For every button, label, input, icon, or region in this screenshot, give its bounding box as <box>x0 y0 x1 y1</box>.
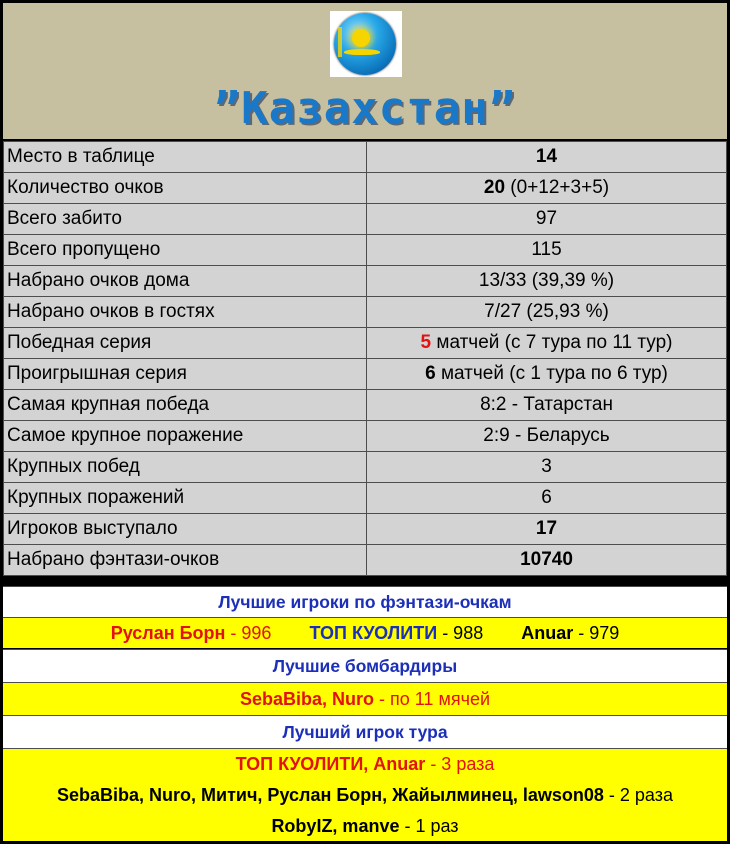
table-row <box>4 452 727 483</box>
tour-names: SebaBiba, Nuro, Митич, Руслан Борн, Жайылминец, lawson08 <box>57 785 604 805</box>
stat-label-points: Количество очков <box>4 173 367 204</box>
table-row <box>4 173 727 204</box>
points-breakdown: (0+12+3+5) <box>505 177 610 198</box>
win-streak-detail: матчей (с 7 тура по 11 тур) <box>431 332 673 353</box>
tour-heading: Лучший игрок тура <box>3 715 727 748</box>
stat-label-big-losses: Крупных поражений <box>4 483 367 514</box>
stat-value-fantasy-points: 10740 <box>367 545 727 576</box>
stat-label-big-wins: Крупных побед <box>4 452 367 483</box>
stats-table <box>3 141 727 576</box>
stat-label-win-streak: Победная серия <box>4 328 367 359</box>
stat-label-biggest-win: Самая крупная победа <box>4 390 367 421</box>
table-row <box>4 328 727 359</box>
table-row <box>4 266 727 297</box>
fantasy-player-score: - 979 <box>573 623 620 643</box>
stat-value-away-points: 7/27 (25,93 %) <box>367 297 727 328</box>
fantasy-player-score: - 988 <box>437 623 484 643</box>
stat-value-goals-for: 97 <box>367 204 727 235</box>
tour-players <box>3 748 727 841</box>
fantasy-heading: Лучшие игроки по фэнтази-очкам <box>3 586 727 617</box>
loss-streak-count: 6 <box>425 363 436 384</box>
fantasy-player-score: - 996 <box>225 623 272 643</box>
scorers-detail: - по 11 мячей <box>374 689 491 709</box>
stat-value-big-wins: 3 <box>367 452 727 483</box>
tour-line <box>3 811 727 842</box>
stat-label-goals-for: Всего забито <box>4 204 367 235</box>
stat-value-win-streak <box>367 328 727 359</box>
table-row <box>4 514 727 545</box>
stat-value-home-points: 13/33 (39,39 %) <box>367 266 727 297</box>
stat-label-place: Место в таблице <box>4 142 367 173</box>
stat-value-big-losses: 6 <box>367 483 727 514</box>
stat-value-biggest-loss: 2:9 - Беларусь <box>367 421 727 452</box>
stat-value-players-used: 17 <box>367 514 727 545</box>
tour-names: RobyIZ, manve <box>271 816 400 836</box>
table-row <box>4 359 727 390</box>
table-row <box>4 421 727 452</box>
stat-value-points <box>367 173 727 204</box>
fantasy-player-name: Anuar <box>521 623 574 643</box>
tour-detail: - 1 раз <box>399 816 459 836</box>
tour-names: ТОП КУОЛИТИ, Anuar <box>235 754 426 774</box>
stat-label-away-points: Набрано очков в гостях <box>4 297 367 328</box>
table-row <box>4 297 727 328</box>
fantasy-players <box>3 617 727 648</box>
fantasy-player-name: ТОП КУОЛИТИ <box>309 623 438 643</box>
stat-label-goals-against: Всего пропущено <box>4 235 367 266</box>
stat-label-fantasy-points: Набрано фэнтази-очков <box>4 545 367 576</box>
table-row <box>4 483 727 514</box>
scorers-names: SebaBiba, Nuro <box>239 689 374 709</box>
tour-detail: - 2 раза <box>603 785 673 805</box>
stat-label-loss-streak: Проигрышная серия <box>4 359 367 390</box>
stat-label-players-used: Игроков выступало <box>4 514 367 545</box>
team-header <box>3 3 727 139</box>
loss-streak-detail: матчей (с 1 тура по 6 тур) <box>435 363 668 384</box>
table-row <box>4 142 727 173</box>
fantasy-player-name: Руслан Борн <box>110 623 226 643</box>
tour-detail: - 3 раза <box>425 754 495 774</box>
stat-label-home-points: Набрано очков дома <box>4 266 367 297</box>
stat-value-loss-streak <box>367 359 727 390</box>
stat-value-goals-against: 115 <box>367 235 727 266</box>
stat-value-place: 14 <box>367 142 727 173</box>
kazakhstan-flag-icon <box>330 11 402 77</box>
table-row <box>4 204 727 235</box>
card-frame <box>3 3 727 841</box>
win-streak-count: 5 <box>420 332 432 353</box>
stat-label-biggest-loss: Самое крупное поражение <box>4 421 367 452</box>
scorers-line <box>3 682 727 715</box>
table-row <box>4 390 727 421</box>
table-row <box>4 545 727 576</box>
tour-line <box>3 780 727 811</box>
stat-value-biggest-win: 8:2 - Татарстан <box>367 390 727 421</box>
scorers-heading: Лучшие бомбардиры <box>3 649 727 682</box>
team-title: ”Казахстан” <box>213 83 517 134</box>
table-row <box>4 235 727 266</box>
points-total: 20 <box>483 177 506 198</box>
tour-line <box>3 749 727 780</box>
